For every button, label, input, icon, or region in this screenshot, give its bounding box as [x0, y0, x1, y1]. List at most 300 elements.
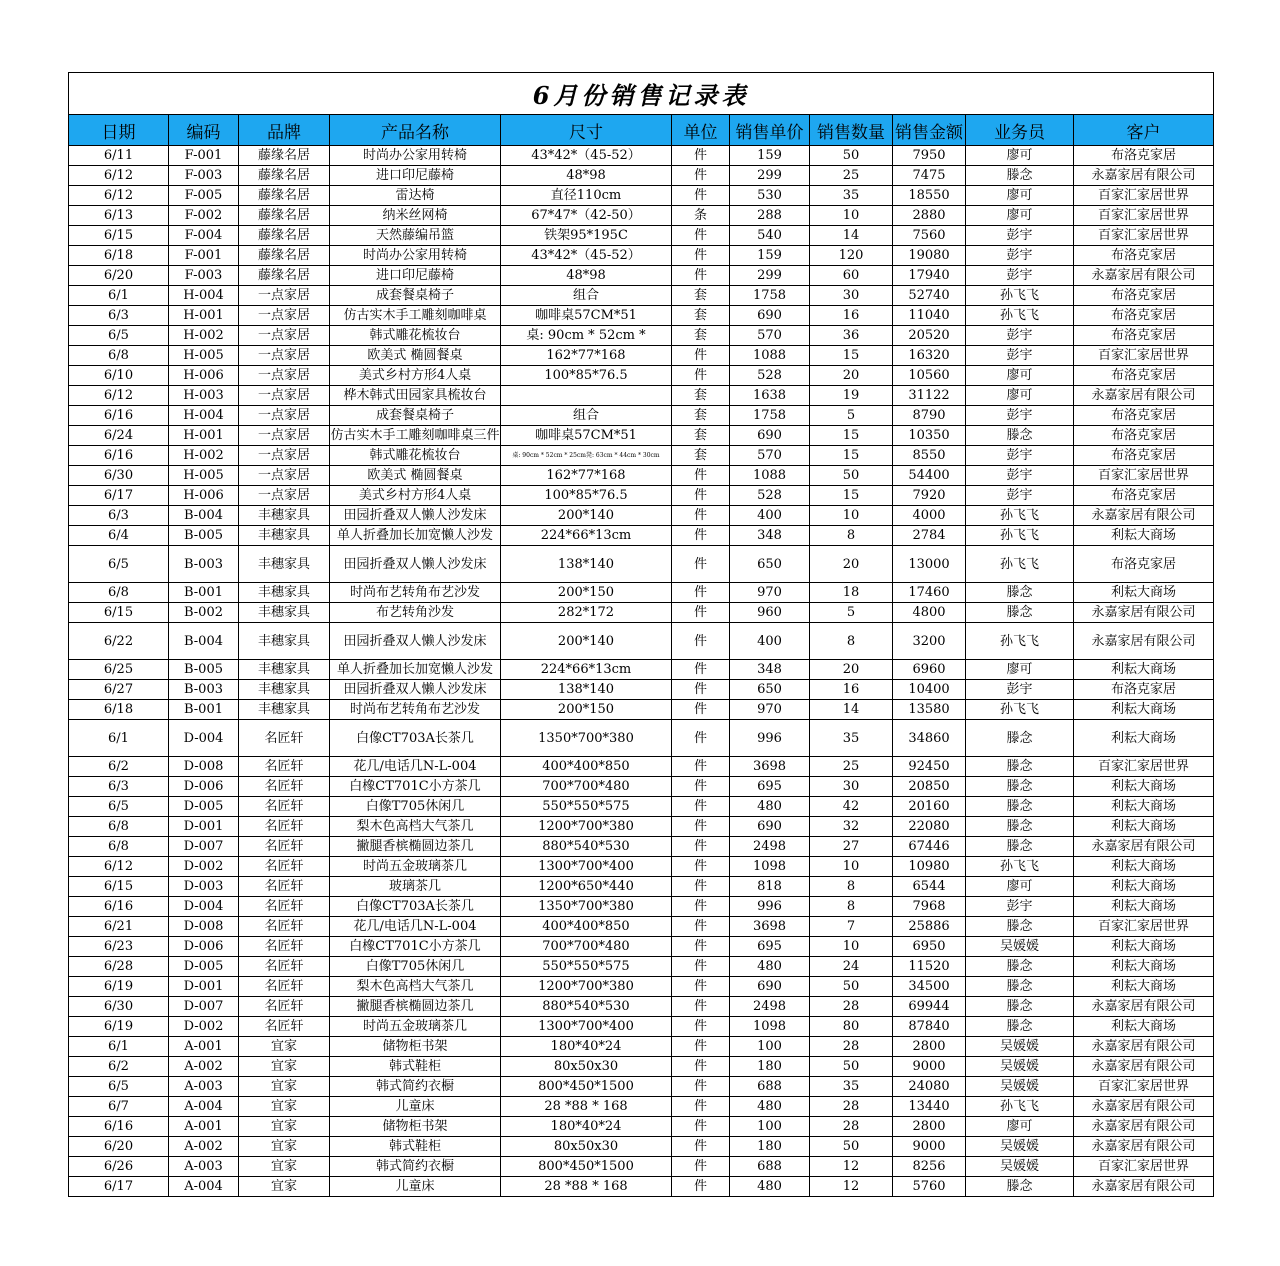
cell-customer[interactable]: 利耘大商场	[1074, 1017, 1214, 1037]
cell-size[interactable]: 880*540*530	[501, 997, 672, 1017]
cell-amount[interactable]: 4000	[893, 506, 966, 526]
cell-amount[interactable]: 10560	[893, 366, 966, 386]
cell-amount[interactable]: 2784	[893, 526, 966, 546]
cell-unit[interactable]: 件	[672, 546, 730, 583]
cell-quantity[interactable]: 10	[810, 857, 893, 877]
cell-brand[interactable]: 宜家	[239, 1077, 330, 1097]
cell-customer[interactable]: 百家汇家居世界	[1074, 226, 1214, 246]
cell-product-name[interactable]: 时尚布艺转角布艺沙发	[330, 700, 501, 720]
cell-unit-price[interactable]: 348	[730, 660, 810, 680]
cell-code[interactable]: D-008	[169, 757, 239, 777]
cell-product-name[interactable]: 花几/电话几N-L-004	[330, 917, 501, 937]
cell-unit-price[interactable]: 400	[730, 506, 810, 526]
cell-quantity[interactable]: 18	[810, 583, 893, 603]
cell-date[interactable]: 6/16	[69, 897, 169, 917]
cell-date[interactable]: 6/17	[69, 1177, 169, 1197]
cell-quantity[interactable]: 15	[810, 486, 893, 506]
cell-date[interactable]: 6/15	[69, 603, 169, 623]
cell-customer[interactable]: 布洛克家居	[1074, 286, 1214, 306]
cell-salesperson[interactable]: 滕念	[966, 720, 1074, 757]
cell-product-name[interactable]: 田园折叠双人懒人沙发床	[330, 623, 501, 660]
cell-amount[interactable]: 34860	[893, 720, 966, 757]
cell-product-name[interactable]: 欧美式 椭圆餐桌	[330, 466, 501, 486]
cell-code[interactable]: D-006	[169, 937, 239, 957]
cell-date[interactable]: 6/20	[69, 1137, 169, 1157]
cell-quantity[interactable]: 120	[810, 246, 893, 266]
cell-code[interactable]: B-002	[169, 603, 239, 623]
cell-customer[interactable]: 利耘大商场	[1074, 526, 1214, 546]
cell-unit-price[interactable]: 1088	[730, 346, 810, 366]
cell-size[interactable]: 咖啡桌57CM*51	[501, 426, 672, 446]
cell-product-name[interactable]: 布艺转角沙发	[330, 603, 501, 623]
cell-size[interactable]: 880*540*530	[501, 837, 672, 857]
cell-salesperson[interactable]: 滕念	[966, 757, 1074, 777]
cell-code[interactable]: D-002	[169, 857, 239, 877]
cell-brand[interactable]: 名匠轩	[239, 777, 330, 797]
cell-customer[interactable]: 永嘉家居有限公司	[1074, 997, 1214, 1017]
cell-size[interactable]: 550*550*575	[501, 797, 672, 817]
cell-code[interactable]: D-001	[169, 817, 239, 837]
cell-salesperson[interactable]: 廖可	[966, 877, 1074, 897]
cell-customer[interactable]: 永嘉家居有限公司	[1074, 1037, 1214, 1057]
cell-unit-price[interactable]: 688	[730, 1157, 810, 1177]
cell-code[interactable]: H-006	[169, 366, 239, 386]
cell-quantity[interactable]: 35	[810, 1077, 893, 1097]
cell-unit-price[interactable]: 688	[730, 1077, 810, 1097]
cell-date[interactable]: 6/25	[69, 660, 169, 680]
cell-code[interactable]: B-004	[169, 506, 239, 526]
cell-customer[interactable]: 利耘大商场	[1074, 817, 1214, 837]
cell-unit-price[interactable]: 695	[730, 777, 810, 797]
cell-size[interactable]: 43*42*（45-52）	[501, 146, 672, 166]
cell-unit-price[interactable]: 970	[730, 700, 810, 720]
cell-size[interactable]: 800*450*1500	[501, 1157, 672, 1177]
cell-brand[interactable]: 丰穗家具	[239, 660, 330, 680]
cell-unit-price[interactable]: 480	[730, 797, 810, 817]
cell-unit[interactable]: 件	[672, 246, 730, 266]
cell-brand[interactable]: 藤缘名居	[239, 186, 330, 206]
cell-code[interactable]: F-005	[169, 186, 239, 206]
cell-unit[interactable]: 件	[672, 777, 730, 797]
cell-quantity[interactable]: 25	[810, 757, 893, 777]
cell-size[interactable]: 48*98	[501, 266, 672, 286]
cell-customer[interactable]: 永嘉家居有限公司	[1074, 1137, 1214, 1157]
cell-brand[interactable]: 丰穗家具	[239, 603, 330, 623]
cell-brand[interactable]: 一点家居	[239, 346, 330, 366]
cell-quantity[interactable]: 8	[810, 623, 893, 660]
cell-code[interactable]: F-004	[169, 226, 239, 246]
cell-salesperson[interactable]: 滕念	[966, 166, 1074, 186]
cell-salesperson[interactable]: 滕念	[966, 817, 1074, 837]
cell-unit[interactable]: 件	[672, 366, 730, 386]
cell-product-name[interactable]: 时尚办公家用转椅	[330, 246, 501, 266]
cell-salesperson[interactable]: 吴媛媛	[966, 1077, 1074, 1097]
cell-code[interactable]: H-004	[169, 406, 239, 426]
cell-quantity[interactable]: 8	[810, 526, 893, 546]
cell-salesperson[interactable]: 彭宇	[966, 446, 1074, 466]
cell-product-name[interactable]: 韩式简约衣橱	[330, 1157, 501, 1177]
cell-unit[interactable]: 套	[672, 446, 730, 466]
cell-brand[interactable]: 宜家	[239, 1037, 330, 1057]
cell-unit[interactable]: 件	[672, 797, 730, 817]
cell-size[interactable]: 700*700*480	[501, 777, 672, 797]
cell-size[interactable]: 桌: 90cm * 52cm * 25cm凳: 63cm * 44cm * 30cm	[501, 446, 672, 466]
cell-customer[interactable]: 百家汇家居世界	[1074, 1077, 1214, 1097]
cell-size[interactable]: 67*47*（42-50）	[501, 206, 672, 226]
cell-date[interactable]: 6/22	[69, 623, 169, 660]
cell-customer[interactable]: 利耘大商场	[1074, 660, 1214, 680]
cell-product-name[interactable]: 单人折叠加长加宽懒人沙发	[330, 660, 501, 680]
cell-brand[interactable]: 名匠轩	[239, 997, 330, 1017]
cell-brand[interactable]: 宜家	[239, 1177, 330, 1197]
cell-unit[interactable]: 件	[672, 837, 730, 857]
cell-unit-price[interactable]: 996	[730, 897, 810, 917]
cell-brand[interactable]: 丰穗家具	[239, 526, 330, 546]
cell-product-name[interactable]: 储物柜书架	[330, 1037, 501, 1057]
cell-unit-price[interactable]: 1088	[730, 466, 810, 486]
cell-unit[interactable]: 件	[672, 1017, 730, 1037]
cell-amount[interactable]: 7950	[893, 146, 966, 166]
cell-product-name[interactable]: 白像T705休闲几	[330, 957, 501, 977]
cell-customer[interactable]: 永嘉家居有限公司	[1074, 603, 1214, 623]
cell-unit-price[interactable]: 480	[730, 957, 810, 977]
cell-brand[interactable]: 名匠轩	[239, 757, 330, 777]
cell-code[interactable]: D-007	[169, 837, 239, 857]
cell-brand[interactable]: 名匠轩	[239, 937, 330, 957]
cell-amount[interactable]: 11040	[893, 306, 966, 326]
header-size[interactable]: 尺寸	[501, 115, 672, 146]
cell-unit-price[interactable]: 3698	[730, 917, 810, 937]
cell-amount[interactable]: 69944	[893, 997, 966, 1017]
cell-brand[interactable]: 宜家	[239, 1117, 330, 1137]
cell-date[interactable]: 6/2	[69, 757, 169, 777]
cell-unit-price[interactable]: 690	[730, 306, 810, 326]
cell-amount[interactable]: 18550	[893, 186, 966, 206]
cell-quantity[interactable]: 50	[810, 1057, 893, 1077]
cell-unit[interactable]: 件	[672, 186, 730, 206]
cell-quantity[interactable]: 30	[810, 777, 893, 797]
cell-date[interactable]: 6/27	[69, 680, 169, 700]
cell-customer[interactable]: 利耘大商场	[1074, 857, 1214, 877]
cell-amount[interactable]: 17940	[893, 266, 966, 286]
cell-code[interactable]: H-002	[169, 446, 239, 466]
cell-salesperson[interactable]: 廖可	[966, 206, 1074, 226]
cell-product-name[interactable]: 白橡CT701C小方茶几	[330, 937, 501, 957]
cell-brand[interactable]: 名匠轩	[239, 797, 330, 817]
cell-date[interactable]: 6/3	[69, 306, 169, 326]
cell-unit-price[interactable]: 650	[730, 546, 810, 583]
cell-date[interactable]: 6/21	[69, 917, 169, 937]
cell-size[interactable]: 1300*700*400	[501, 857, 672, 877]
cell-quantity[interactable]: 25	[810, 166, 893, 186]
cell-quantity[interactable]: 28	[810, 997, 893, 1017]
cell-salesperson[interactable]: 滕念	[966, 1017, 1074, 1037]
cell-brand[interactable]: 名匠轩	[239, 817, 330, 837]
cell-product-name[interactable]: 韩式鞋柜	[330, 1057, 501, 1077]
cell-size[interactable]: 200*150	[501, 583, 672, 603]
cell-unit[interactable]: 件	[672, 1117, 730, 1137]
cell-salesperson[interactable]: 彭宇	[966, 266, 1074, 286]
cell-customer[interactable]: 利耘大商场	[1074, 977, 1214, 997]
cell-product-name[interactable]: 韩式雕花梳妆台	[330, 446, 501, 466]
cell-size[interactable]: 224*66*13cm	[501, 660, 672, 680]
cell-customer[interactable]: 永嘉家居有限公司	[1074, 623, 1214, 660]
cell-brand[interactable]: 藤缘名居	[239, 226, 330, 246]
cell-date[interactable]: 6/5	[69, 546, 169, 583]
cell-salesperson[interactable]: 孙飞飞	[966, 546, 1074, 583]
cell-customer[interactable]: 利耘大商场	[1074, 957, 1214, 977]
cell-unit-price[interactable]: 100	[730, 1037, 810, 1057]
header-customer[interactable]: 客户	[1074, 115, 1214, 146]
cell-unit[interactable]: 套	[672, 306, 730, 326]
cell-quantity[interactable]: 50	[810, 977, 893, 997]
cell-unit-price[interactable]: 528	[730, 366, 810, 386]
cell-unit[interactable]: 件	[672, 937, 730, 957]
cell-unit[interactable]: 套	[672, 326, 730, 346]
cell-product-name[interactable]: 雷达椅	[330, 186, 501, 206]
cell-quantity[interactable]: 20	[810, 660, 893, 680]
cell-salesperson[interactable]: 孙飞飞	[966, 306, 1074, 326]
cell-date[interactable]: 6/16	[69, 406, 169, 426]
cell-date[interactable]: 6/12	[69, 386, 169, 406]
cell-unit-price[interactable]: 159	[730, 246, 810, 266]
cell-size[interactable]: 1200*650*440	[501, 877, 672, 897]
cell-amount[interactable]: 20520	[893, 326, 966, 346]
cell-unit[interactable]: 套	[672, 406, 730, 426]
cell-product-name[interactable]: 时尚布艺转角布艺沙发	[330, 583, 501, 603]
cell-size[interactable]: 282*172	[501, 603, 672, 623]
cell-date[interactable]: 6/5	[69, 326, 169, 346]
cell-quantity[interactable]: 42	[810, 797, 893, 817]
cell-salesperson[interactable]: 孙飞飞	[966, 1097, 1074, 1117]
cell-amount[interactable]: 31122	[893, 386, 966, 406]
cell-salesperson[interactable]: 廖可	[966, 186, 1074, 206]
cell-date[interactable]: 6/1	[69, 286, 169, 306]
cell-salesperson[interactable]: 孙飞飞	[966, 623, 1074, 660]
cell-size[interactable]: 138*140	[501, 680, 672, 700]
cell-size[interactable]: 400*400*850	[501, 757, 672, 777]
cell-customer[interactable]: 百家汇家居世界	[1074, 206, 1214, 226]
cell-product-name[interactable]: 花几/电话几N-L-004	[330, 757, 501, 777]
cell-code[interactable]: B-003	[169, 680, 239, 700]
cell-size[interactable]: 铁架95*195C	[501, 226, 672, 246]
cell-amount[interactable]: 13000	[893, 546, 966, 583]
cell-unit[interactable]: 条	[672, 206, 730, 226]
cell-salesperson[interactable]: 吴媛媛	[966, 937, 1074, 957]
cell-unit-price[interactable]: 1758	[730, 406, 810, 426]
header-quantity[interactable]: 销售数量	[810, 115, 893, 146]
cell-customer[interactable]: 利耘大商场	[1074, 877, 1214, 897]
cell-unit[interactable]: 件	[672, 526, 730, 546]
cell-date[interactable]: 6/5	[69, 797, 169, 817]
cell-size[interactable]: 1350*700*380	[501, 720, 672, 757]
cell-brand[interactable]: 一点家居	[239, 386, 330, 406]
cell-brand[interactable]: 一点家居	[239, 306, 330, 326]
header-unit[interactable]: 单位	[672, 115, 730, 146]
cell-amount[interactable]: 3200	[893, 623, 966, 660]
cell-quantity[interactable]: 14	[810, 226, 893, 246]
cell-amount[interactable]: 20850	[893, 777, 966, 797]
cell-amount[interactable]: 6950	[893, 937, 966, 957]
cell-quantity[interactable]: 32	[810, 817, 893, 837]
cell-salesperson[interactable]: 彭宇	[966, 406, 1074, 426]
cell-product-name[interactable]: 仿古实木手工雕刻咖啡桌	[330, 306, 501, 326]
cell-date[interactable]: 6/12	[69, 166, 169, 186]
cell-date[interactable]: 6/1	[69, 1037, 169, 1057]
cell-code[interactable]: H-005	[169, 346, 239, 366]
cell-amount[interactable]: 7920	[893, 486, 966, 506]
cell-unit[interactable]: 件	[672, 1097, 730, 1117]
cell-product-name[interactable]: 时尚五金玻璃茶几	[330, 857, 501, 877]
cell-unit[interactable]: 件	[672, 486, 730, 506]
cell-unit-price[interactable]: 299	[730, 266, 810, 286]
cell-size[interactable]: 28 *88 * 168	[501, 1177, 672, 1197]
cell-quantity[interactable]: 8	[810, 897, 893, 917]
cell-code[interactable]: D-005	[169, 957, 239, 977]
cell-brand[interactable]: 丰穗家具	[239, 546, 330, 583]
cell-date[interactable]: 6/8	[69, 583, 169, 603]
cell-amount[interactable]: 8550	[893, 446, 966, 466]
cell-size[interactable]: 224*66*13cm	[501, 526, 672, 546]
cell-quantity[interactable]: 8	[810, 877, 893, 897]
cell-unit[interactable]: 件	[672, 506, 730, 526]
cell-brand[interactable]: 丰穗家具	[239, 700, 330, 720]
cell-quantity[interactable]: 12	[810, 1177, 893, 1197]
cell-amount[interactable]: 13440	[893, 1097, 966, 1117]
cell-unit[interactable]: 件	[672, 466, 730, 486]
cell-brand[interactable]: 名匠轩	[239, 957, 330, 977]
cell-brand[interactable]: 丰穗家具	[239, 506, 330, 526]
header-brand[interactable]: 品牌	[239, 115, 330, 146]
cell-unit[interactable]: 件	[672, 997, 730, 1017]
cell-customer[interactable]: 利耘大商场	[1074, 897, 1214, 917]
cell-product-name[interactable]: 纳米丝网椅	[330, 206, 501, 226]
cell-code[interactable]: A-003	[169, 1157, 239, 1177]
cell-quantity[interactable]: 5	[810, 406, 893, 426]
cell-amount[interactable]: 2800	[893, 1117, 966, 1137]
cell-salesperson[interactable]: 彭宇	[966, 466, 1074, 486]
cell-amount[interactable]: 54400	[893, 466, 966, 486]
cell-date[interactable]: 6/1	[69, 720, 169, 757]
cell-quantity[interactable]: 28	[810, 1097, 893, 1117]
cell-unit[interactable]: 件	[672, 166, 730, 186]
cell-quantity[interactable]: 20	[810, 546, 893, 583]
cell-size[interactable]: 162*77*168	[501, 346, 672, 366]
cell-unit-price[interactable]: 1098	[730, 857, 810, 877]
cell-unit-price[interactable]: 690	[730, 977, 810, 997]
cell-date[interactable]: 6/30	[69, 997, 169, 1017]
cell-amount[interactable]: 9000	[893, 1137, 966, 1157]
cell-salesperson[interactable]: 彭宇	[966, 897, 1074, 917]
cell-size[interactable]: 138*140	[501, 546, 672, 583]
cell-unit-price[interactable]: 540	[730, 226, 810, 246]
cell-customer[interactable]: 布洛克家居	[1074, 486, 1214, 506]
cell-product-name[interactable]: 成套餐桌椅子	[330, 406, 501, 426]
cell-code[interactable]: B-004	[169, 623, 239, 660]
cell-code[interactable]: D-001	[169, 977, 239, 997]
cell-brand[interactable]: 藤缘名居	[239, 166, 330, 186]
cell-date[interactable]: 6/24	[69, 426, 169, 446]
cell-date[interactable]: 6/18	[69, 246, 169, 266]
cell-amount[interactable]: 52740	[893, 286, 966, 306]
cell-amount[interactable]: 7968	[893, 897, 966, 917]
cell-unit[interactable]: 件	[672, 1137, 730, 1157]
cell-code[interactable]: D-007	[169, 997, 239, 1017]
cell-brand[interactable]: 宜家	[239, 1097, 330, 1117]
cell-quantity[interactable]: 15	[810, 446, 893, 466]
cell-unit[interactable]: 件	[672, 583, 730, 603]
cell-size[interactable]: 43*42*（45-52）	[501, 246, 672, 266]
cell-salesperson[interactable]: 滕念	[966, 957, 1074, 977]
cell-unit-price[interactable]: 1098	[730, 1017, 810, 1037]
cell-unit-price[interactable]: 960	[730, 603, 810, 623]
cell-brand[interactable]: 宜家	[239, 1057, 330, 1077]
cell-code[interactable]: F-003	[169, 166, 239, 186]
cell-salesperson[interactable]: 滕念	[966, 837, 1074, 857]
cell-size[interactable]	[501, 386, 672, 406]
cell-amount[interactable]: 17460	[893, 583, 966, 603]
cell-brand[interactable]: 名匠轩	[239, 1017, 330, 1037]
header-product-name[interactable]: 产品名称	[330, 115, 501, 146]
cell-code[interactable]: B-001	[169, 583, 239, 603]
cell-customer[interactable]: 布洛克家居	[1074, 146, 1214, 166]
cell-date[interactable]: 6/17	[69, 486, 169, 506]
cell-customer[interactable]: 百家汇家居世界	[1074, 1157, 1214, 1177]
cell-product-name[interactable]: 撇腿香槟椭圆边茶几	[330, 837, 501, 857]
cell-quantity[interactable]: 10	[810, 206, 893, 226]
cell-customer[interactable]: 利耘大商场	[1074, 937, 1214, 957]
cell-product-name[interactable]: 韩式雕花梳妆台	[330, 326, 501, 346]
cell-size[interactable]: 桌: 90cm * 52cm *	[501, 326, 672, 346]
cell-quantity[interactable]: 30	[810, 286, 893, 306]
cell-amount[interactable]: 10350	[893, 426, 966, 446]
cell-product-name[interactable]: 玻璃茶几	[330, 877, 501, 897]
cell-amount[interactable]: 87840	[893, 1017, 966, 1037]
cell-unit[interactable]: 套	[672, 286, 730, 306]
cell-product-name[interactable]: 撇腿香槟椭圆边茶几	[330, 997, 501, 1017]
cell-date[interactable]: 6/3	[69, 506, 169, 526]
cell-unit-price[interactable]: 690	[730, 426, 810, 446]
cell-amount[interactable]: 5760	[893, 1177, 966, 1197]
cell-brand[interactable]: 丰穗家具	[239, 623, 330, 660]
cell-amount[interactable]: 25886	[893, 917, 966, 937]
cell-customer[interactable]: 永嘉家居有限公司	[1074, 1117, 1214, 1137]
cell-salesperson[interactable]: 廖可	[966, 660, 1074, 680]
cell-quantity[interactable]: 16	[810, 680, 893, 700]
cell-product-name[interactable]: 时尚五金玻璃茶几	[330, 1017, 501, 1037]
cell-amount[interactable]: 13580	[893, 700, 966, 720]
cell-brand[interactable]: 一点家居	[239, 426, 330, 446]
cell-product-name[interactable]: 美式乡村方形4人桌	[330, 486, 501, 506]
cell-unit-price[interactable]: 348	[730, 526, 810, 546]
cell-quantity[interactable]: 16	[810, 306, 893, 326]
cell-brand[interactable]: 丰穗家具	[239, 583, 330, 603]
cell-date[interactable]: 6/11	[69, 146, 169, 166]
cell-size[interactable]: 800*450*1500	[501, 1077, 672, 1097]
cell-amount[interactable]: 11520	[893, 957, 966, 977]
cell-salesperson[interactable]: 廖可	[966, 386, 1074, 406]
cell-code[interactable]: A-002	[169, 1137, 239, 1157]
cell-brand[interactable]: 名匠轩	[239, 720, 330, 757]
header-salesperson[interactable]: 业务员	[966, 115, 1074, 146]
cell-salesperson[interactable]: 滕念	[966, 603, 1074, 623]
cell-size[interactable]: 48*98	[501, 166, 672, 186]
cell-brand[interactable]: 一点家居	[239, 406, 330, 426]
cell-unit[interactable]: 件	[672, 877, 730, 897]
cell-unit-price[interactable]: 3698	[730, 757, 810, 777]
cell-customer[interactable]: 布洛克家居	[1074, 306, 1214, 326]
cell-amount[interactable]: 4800	[893, 603, 966, 623]
